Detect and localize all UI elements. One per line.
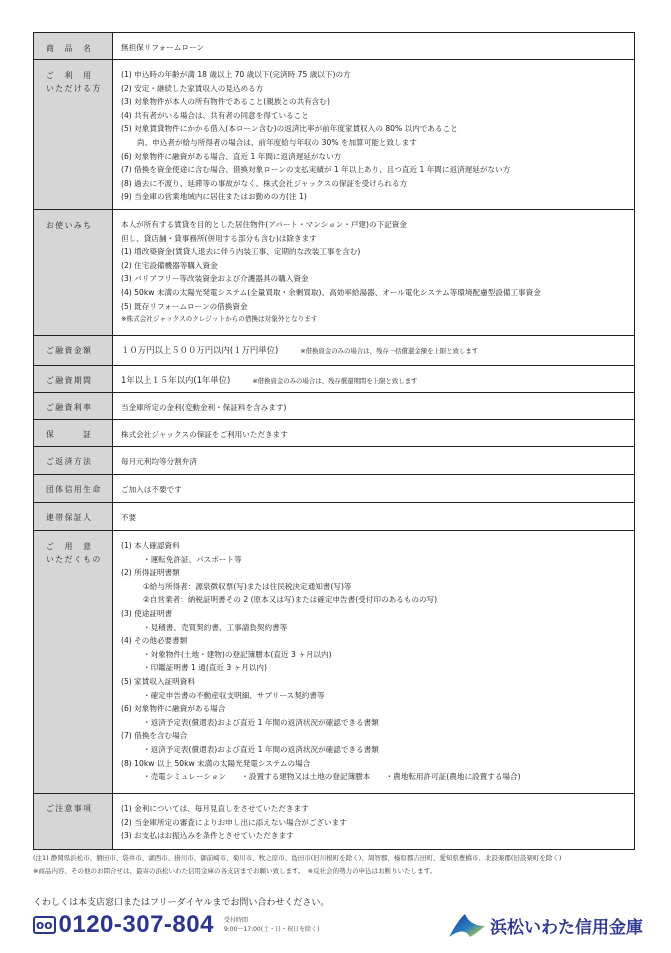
row-label: 保 証 (34, 420, 113, 447)
value-line: (2) 当金庫所定の審査によりお申し出に添えない場合がございます (121, 817, 347, 827)
value-line: (3) 対象物件が本人の所有物件であること(親族との共有含む) (121, 97, 330, 107)
table-row (34, 366, 635, 393)
table-row (34, 531, 635, 794)
row-label: ご 利 用 いただける方 (34, 60, 113, 210)
value-main: １０万円以上５００万円以内(１万円単位) (121, 345, 279, 355)
value-line: ・運転免許証、パスポート等 (143, 554, 242, 564)
value-line: 毎月元利均等分割弁済 (121, 457, 197, 466)
value-line: (7) 借換を資金使途に含む場合、借換対象ローンの支払実績が 1 年以上あり、且つ直近 1 年間に返済遅延がない方 (121, 165, 511, 175)
value-line: (5) 既存リフォームローンの借換資金 (121, 301, 248, 311)
value-note: ※借換資金のみの場合は、残存一括償還金額を上限と致します (300, 347, 479, 355)
brand-name: 浜松いわた信用金庫 (490, 917, 643, 938)
value-line: (7) 借換を含む場合 (121, 731, 188, 741)
row-label: ご融資金額 (34, 336, 113, 366)
row-value (113, 531, 635, 794)
value-line: 本人が所有する賃貸を目的とした居住物件(アパート・マンション・戸建)の下記資金 (121, 220, 407, 229)
value-line: ・確定申告書の不動産収支明細、サブリース契約書等 (143, 690, 325, 700)
value-line: (3) バリアフリー等改装資金および介護器具の購入資金 (121, 274, 309, 284)
value-line: (1) 増改築資金(賃貸人退去に伴う内装工事、定期的な改装工事を含む) (121, 247, 361, 257)
free-dial[interactable] (33, 911, 319, 939)
row-value (113, 60, 635, 210)
row-value (113, 366, 635, 393)
value-line: ・売電シミュレーション ・設置する建物又は土地の登記簿謄本 ・農地転用許可証(農地に設置する場合) (143, 772, 521, 782)
value-line: 株式会社ジャックスの保証をご利用いただきます (121, 430, 288, 439)
row-value (113, 475, 635, 503)
table-row (34, 210, 635, 336)
row-label: ご 用 意 いただくもの (34, 531, 113, 794)
value-line: (2) 安定・継続した家賃収入の見込める方 (121, 83, 264, 93)
value-line: ②自営業者：納税証明書その 2 (原本又は写)または確定申告書(受付印のあるものの写) (143, 595, 438, 605)
value-line: 不要 (121, 513, 137, 522)
contact-prompt: くわしくは本支店窓口またはフリーダイヤルまでお問い合わせください。 (33, 898, 330, 908)
value-note: ※借換資金のみの場合は、残存償還期間を上限と致します (252, 377, 418, 385)
table-row (34, 33, 635, 60)
value-line: ご加入は不要です (121, 485, 182, 494)
row-value (113, 336, 635, 366)
value-line: (9) 当金庫の営業地域内に居住またはお勤めの方(注 1) (121, 192, 307, 202)
value-line: ・見積書、売買契約書、工事請負契約書等 (143, 622, 288, 632)
row-label: ご融資期間 (34, 366, 113, 393)
row-value (113, 420, 635, 447)
business-hours (224, 916, 319, 934)
row-value (113, 794, 635, 850)
value-line: (1) 申込時の年齢が満 18 歳以上 70 歳以下(完済時 75 歳以下)の方 (121, 70, 351, 79)
row-label: 団体信用生命 (34, 475, 113, 503)
table-row (34, 447, 635, 475)
row-label: 商 品 名 (34, 33, 113, 60)
table-row (34, 794, 635, 850)
value-line: (8) 10kw 以上 50kw 未満の太陽光発電システムの場合 (121, 758, 311, 768)
value-line: 無担保リフォームローン (121, 43, 204, 52)
logo-mark-icon (448, 912, 486, 938)
hours-value: 9:00〜17:00(土・日・祝日を除く) (223, 926, 320, 933)
row-label: お使いみち (34, 210, 113, 336)
row-label: ご返済方法 (34, 447, 113, 475)
footnote-area: (注1) 静岡県浜松市、磐田市、袋井市、湖西市、掛川市、御前崎市、菊川市、牧之原市、島田市(旧川根町を除く)、周智郡、榛原郡吉田町、愛知県豊橋市、北設楽郡(旧設楽町を除く) (33, 854, 562, 862)
value-line: ・返済予定表(償還表)および直近 1 年間の返済状況が確認できる書類 (143, 744, 379, 754)
value-main: 1年以上１５年以内(1年単位) (121, 375, 231, 385)
value-line: (3) 使途証明書 (121, 608, 173, 618)
value-line: (1) 本人確認資料 (121, 541, 180, 550)
value-note: ※株式会社ジャックスのクレジットからの借換は対象外となります (121, 315, 318, 324)
row-value (113, 393, 635, 420)
table-row (34, 475, 635, 503)
footnote-inquiry: ※商品内容、その他のお問合せは、最寄の浜松いわた信用金庫の各支店までお願い致します。 ※反社会的勢力の申込はお断りいたします。 (33, 867, 437, 875)
value-line (121, 344, 634, 359)
value-line: ・返済予定表(償還表)および直近 1 年間の返済状況が確認できる書類 (143, 717, 379, 727)
row-value (113, 210, 635, 336)
value-line: (6) 対象物件に融資がある場合 (121, 704, 226, 714)
table-row (34, 503, 635, 531)
value-line: 但し、貸店舗・貸事務所(併用する部分も含む)は除きます (121, 233, 317, 243)
value-line: (6) 対象物件に融資がある場合、直近 1 年間に返済遅延がない方 (121, 151, 342, 161)
value-line: (2) 住宅設備機器等購入資金 (121, 260, 218, 270)
value-line: (3) お支払はお振込みを条件とさせていただきます (121, 831, 294, 841)
value-line: (4) 共有者がいる場合は、共有者の同意を得ていること (121, 110, 309, 120)
row-value (113, 447, 635, 475)
free-dial-icon: oo (33, 916, 56, 934)
value-line: (8) 過去に不渡り、延滞等の事故がなく、株式会社ジャックスの保証を受けられる方 (121, 178, 408, 188)
value-line: (5) 対象賃貸物件にかかる借入(本ローン含む)の返済比率が前年度家賃収入の 80% 以内であること (121, 124, 458, 134)
table-row (34, 393, 635, 420)
value-line: (1) 金利については、毎月見直しをさせていただきます (121, 804, 309, 813)
row-value (113, 503, 635, 531)
value-line (121, 374, 634, 389)
row-value (113, 33, 635, 60)
row-label: ご注意事項 (34, 794, 113, 850)
row-label: 連帯保証人 (34, 503, 113, 531)
value-line: ・印鑑証明書 1 通(直近 3 ヶ月以内) (143, 663, 267, 673)
phone-number[interactable]: 0120-307-804 (58, 911, 214, 938)
value-line: ①給与所得者：源泉徴収票(写)または住民税決定通知書(写)等 (143, 581, 352, 591)
value-line: (5) 家賃収入証明資料 (121, 676, 195, 686)
value-line: ・対象物件(土地・建物)の登記簿謄本(直近 3 ヶ月以内) (143, 649, 332, 659)
value-line: 尚、申込者が給与所得者の場合は、前年度給与年収の 30% を加算可能と致します (137, 137, 417, 147)
value-line: (2) 所得証明書類 (121, 568, 180, 578)
value-line: 当金庫所定の金利(変動金利・保証料を含みます) (121, 403, 287, 412)
table-row (34, 420, 635, 447)
product-spec-table (33, 32, 635, 850)
table-row (34, 60, 635, 210)
hours-label: 受付時間 (223, 917, 248, 924)
brand-logo (448, 912, 643, 938)
table-row (34, 336, 635, 366)
value-line: (4) 50kw 未満の太陽光発電システム(全量買取・余剰買取)、高効率給湯器、オール電化システム等環境配慮型設備工事資金 (121, 287, 541, 297)
row-label: ご融資利率 (34, 393, 113, 420)
value-line: (4) その他必要書類 (121, 636, 188, 646)
